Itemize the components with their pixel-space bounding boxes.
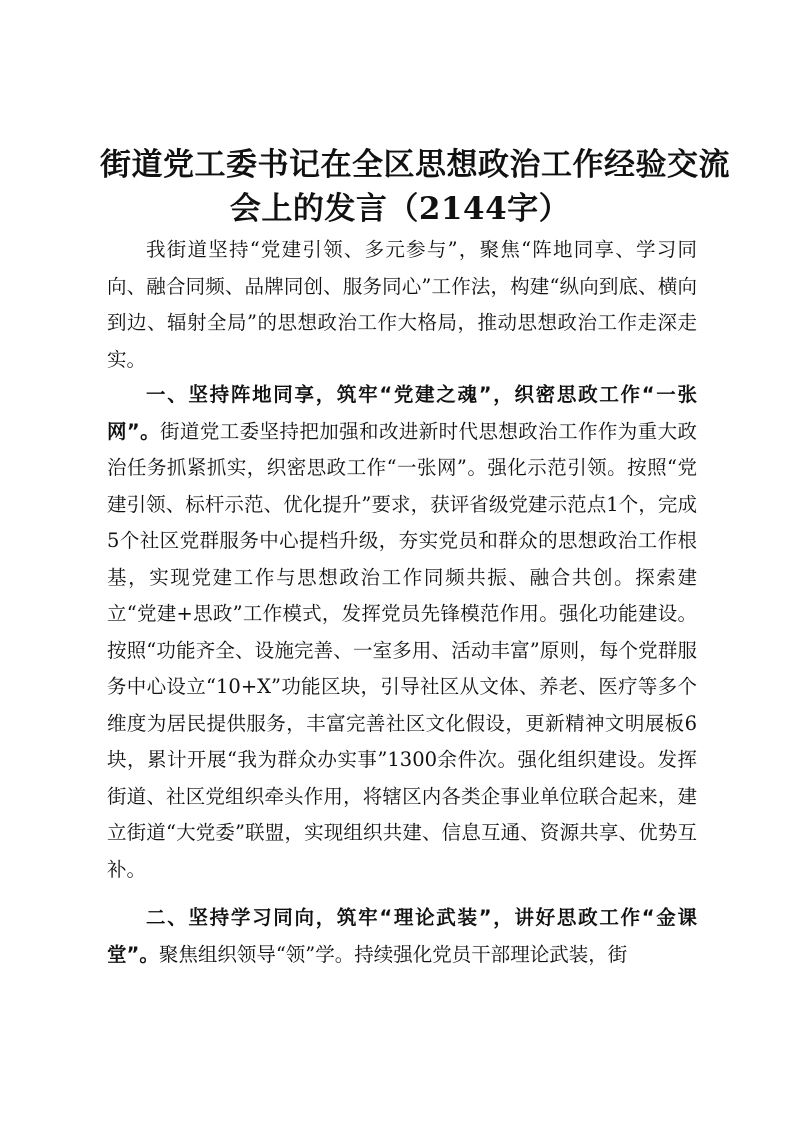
section-2-heading: 二、坚持学习同向，筑牢“理论武装”，讲好思政工作“金课堂”。	[107, 906, 697, 966]
section-1-paragraph	[107, 377, 697, 888]
intro-text: 我街道坚持“党建引领、多元参与”，聚焦“阵地同享、学习同向、融合同频、品牌同创、服务同心”工作法，构建“纵向到底、横向到边、辐射全局”的思想政治工作大格局，推动思想政治工作走深走实。	[107, 238, 697, 371]
intro-paragraph	[107, 232, 697, 378]
section-1-body: 街道党工委坚持把加强和改进新时代思想政治工作作为重大政治任务抓紧抓实，织密思政工作“一张网”。强化示范引领。按照“党建引领、标杆示范、优化提升”要求，获评省级党建示范点1个，完成5个社区党群服务中心提档升级，夯实党员和群众的思想政治工作根基，实现党建工作与思想政治工作同频共振、融合共创。探索建立“党建+思政”工作模式，发挥党员先锋模范作用。强化功能建设。按照“功能齐全、设施完善、一室多用、活动丰富”原则，每个党群服务中心设立“10+X”功能区块，引导社区从文体、养老、医疗等多个维度为居民提供服务，丰富完善社区文化假设，更新精神文明展板6块，累计开展“我为群众办实事”1300余件次。强化组织建设。发挥街道、社区党组织牵头作用，将辖区内各类企事业单位联合起来，建立街道“大党委”联盟，实现组织共建、信息互通、资源共享、优势互补。	[107, 419, 697, 881]
document-title-line-1: 街道党工委书记在全区思想政治工作经验交流	[100, 147, 730, 183]
section-1-heading: 一、坚持阵地同享，筑牢“党建之魂”，织密思政工作“一张网”。	[107, 383, 697, 443]
section-2-body: 聚焦组织领导“领”学。持续强化党员干部理论武装，街	[158, 942, 628, 966]
section-2-paragraph	[107, 900, 697, 973]
document-title-line-2: 会上的发言（2144字）	[229, 191, 571, 227]
